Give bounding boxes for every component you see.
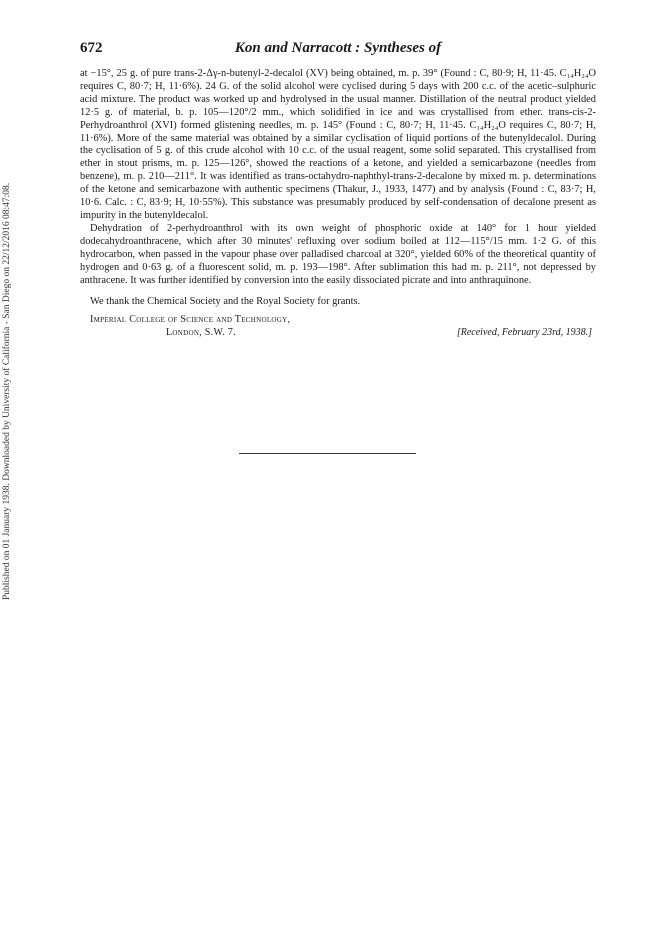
running-title: Kon and Narracott : Syntheses of	[234, 40, 442, 56]
journal-page	[80, 40, 596, 342]
page-header	[80, 40, 596, 62]
received-date: [Received, February 23rd, 1938.]	[456, 327, 592, 339]
paragraph-experimental: at −15°, 25 g. of pure trans-2-Δγ-n-butenyl-2-decalol (XV) being obtained, m. p. 39° (Found : C, 80·9; H, 11·45. C₁₄H₂₄O requires C, 80·7; H, 11·6%). 24 G. of the solid alcohol were cyclised during 5 days with 200 c.c. of the acetic–sulphuric acid mixture. The product was worked up and hydrolysed in the usual manner. Distillation of the neutral product yielded 12·5 g. of material, b. p. 105—120°/2 mm., which solidified in ice and was crystallised from ether. trans-cis-2-Perhydroanthrol (XVI) formed glistening needles, m. p. 145° (Found : C, 80·7; H, 11·45. C₁₄H₂₄O requires C, 80·7; H, 11·6%). More of the same material was obtained by a similar cyclisation of liquid portions of the butenyldecalol. During the cyclisation of 5 g. of this crude alcohol with 10 c.c. of the usual reagent, some solid separated. This crystallised from ether in stout prisms, m. p. 125—126°, showed the reactions of a ketone, and yielded a semicarbazone (needles from benzene), m. p. 210—211°. It was identified as trans-octahydro-naphthyl-trans-2-decalone by mixed m. p. determinations of the ketone and semicarbazone with authentic specimens (Thakur, J., 1933, 1477) and by analysis (Found : C, 83·7; H, 10·6. Calc. : C, 83·9; H, 10·55%). This substance was presumably produced by self-condensation of decalone present as impurity in the butenyldecalol.	[80, 68, 596, 221]
end-rule	[239, 453, 416, 454]
paragraph-dehydration: Dehydration of 2-perhydroanthrol with its own weight of phosphoric oxide at 140° for 1 hour yielded dodecahydroanthracene, which after 30 minutes' refluxing over sodium boiled at 112—115°/15 mm. 1·2 G. of this hydrocarbon, when passed in the vapour phase over palladised charcoal at 320°, yielded 60% of the theoretical quantity of hydrogen and 0·63 g. of a fluorescent solid, m. p. 193—198°. After sublimation this had m. p. 211°, not depressed by anthracene. It was further identified by conversion into the easily dissociated picrate and into anthraquinone.	[80, 222, 596, 286]
institution-name: Imperial College of Science and Technology,	[90, 314, 291, 326]
institution-city: London, S.W. 7.	[166, 327, 236, 339]
page-number: 672	[80, 40, 103, 56]
acknowledgement: We thank the Chemical Society and the Royal Society for grants.	[90, 296, 361, 308]
affiliation-block	[80, 314, 596, 342]
article-body	[80, 68, 596, 287]
download-watermark-text: Published on 01 January 1938. Downloaded by University of California - San Diego on 22/12/2016 08:47:08.	[2, 182, 12, 600]
download-watermark	[2, 110, 16, 600]
